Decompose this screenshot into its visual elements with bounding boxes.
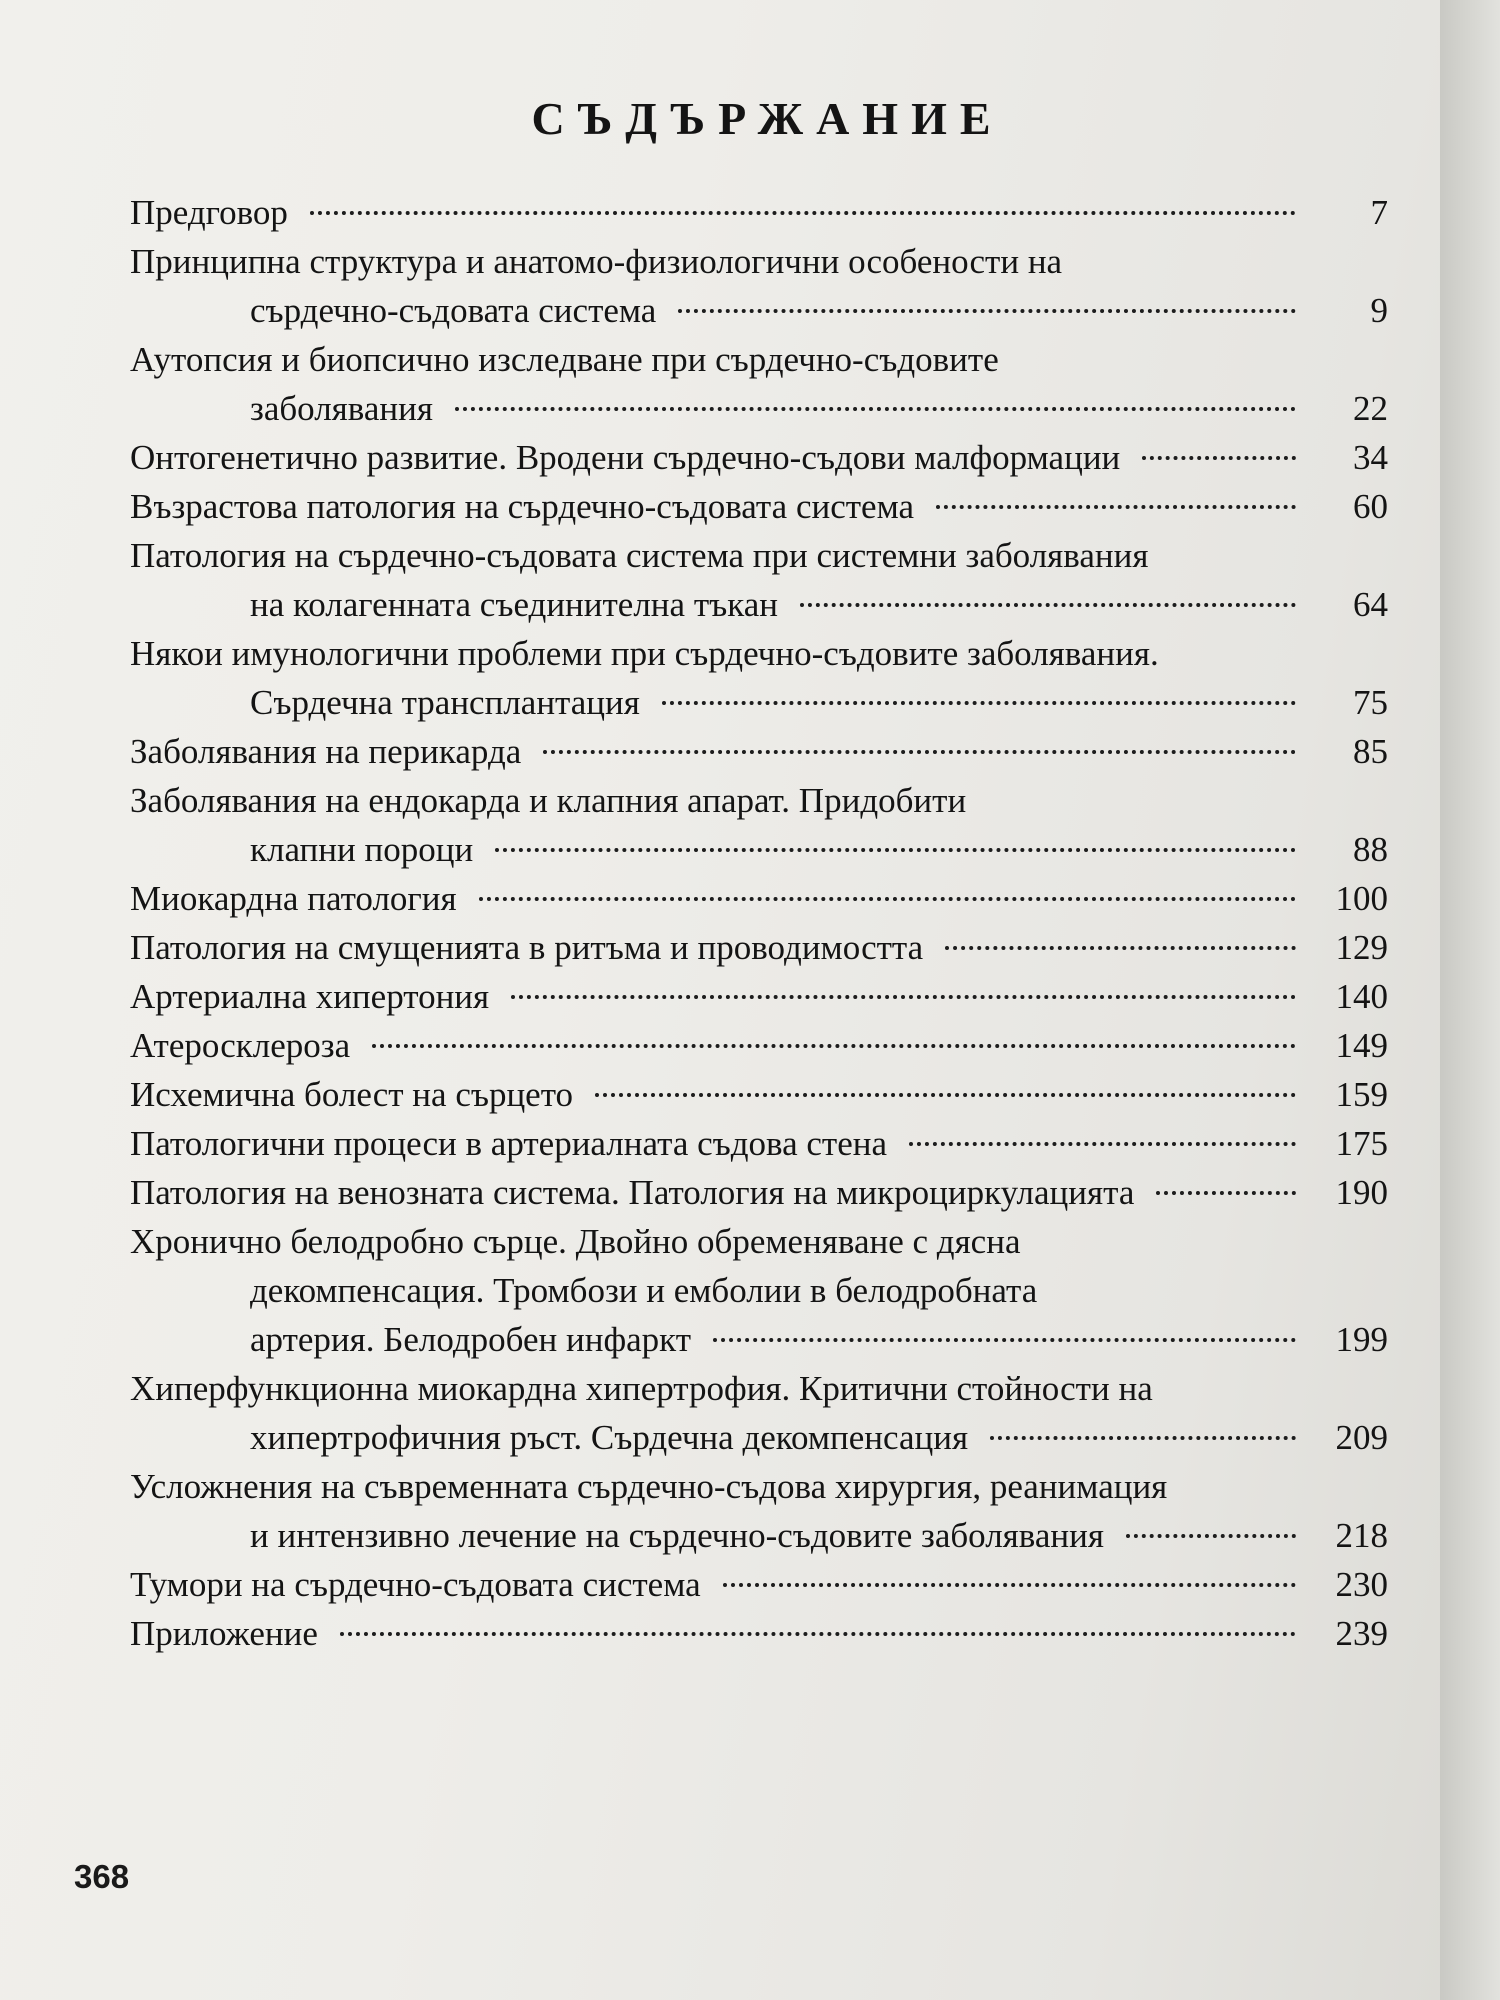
toc-entry-title-line: клапни пороци [250, 830, 474, 869]
toc-entry [130, 1560, 1388, 1609]
dot-leader [990, 1436, 1296, 1440]
toc-entry-title-line: заболявания [250, 389, 433, 428]
dot-leader [455, 407, 1296, 411]
toc-entry-row [130, 1168, 1388, 1217]
toc-entry-page: 218 [1335, 1516, 1388, 1555]
toc-entry-row [130, 1413, 1388, 1462]
toc-entry-title-line: Заболявания на ендокарда и клапния апарат. Придобити [130, 781, 967, 820]
toc-entry-title-line: Патологични процеси в артериалната съдова стена [130, 1124, 888, 1163]
toc-entry [130, 1462, 1388, 1560]
toc-entry-row [130, 1609, 1388, 1658]
page-edge [1440, 0, 1500, 2000]
toc-entry-title-line: артерия. Белодробен инфаркт [250, 1320, 692, 1359]
toc-entry-title-line: Миокардна патология [130, 879, 457, 918]
toc-entry-page: 75 [1353, 683, 1388, 722]
toc-entry-row [130, 482, 1388, 531]
toc-entry-row [130, 1119, 1388, 1168]
toc-entry [130, 237, 1388, 335]
toc-entry-page: 64 [1353, 585, 1388, 624]
toc-entry-title-line: хипертрофичния ръст. Сърдечна декомпенсация [250, 1418, 969, 1457]
toc-entry-title-line: Заболявания на перикарда [130, 732, 522, 771]
toc-entry-row [130, 188, 1388, 237]
toc-entry-row [130, 874, 1388, 923]
page-number: 368 [74, 1858, 130, 1895]
toc-entry-page: 100 [1335, 879, 1388, 918]
toc-entry-title-line: Приложение [130, 1614, 318, 1653]
toc-entry-page: 239 [1335, 1614, 1388, 1653]
toc-entry-page: 149 [1335, 1026, 1388, 1065]
toc-entry-title-line: Патология на смущенията в ритъма и проводимостта [130, 928, 924, 967]
toc-entry-page: 129 [1335, 928, 1388, 967]
toc-entry-page: 159 [1335, 1075, 1388, 1114]
toc-entry [130, 776, 1388, 874]
dot-leader [495, 848, 1296, 852]
toc-entry-title-line: Патология на венозната система. Патология на микроциркулацията [130, 1173, 1135, 1212]
toc-entry [130, 1070, 1388, 1119]
toc-entry-page: 88 [1353, 830, 1388, 869]
toc-entry-row [130, 972, 1388, 1021]
toc-entry-page: 9 [1370, 291, 1388, 330]
toc-entry [130, 1217, 1388, 1364]
toc-entry-row [130, 727, 1388, 776]
dot-leader [909, 1142, 1296, 1146]
toc-entry [130, 1609, 1388, 1658]
toc-entry-row [130, 923, 1388, 972]
toc-entry-title-line: Патология на сърдечно-съдовата система при системни заболявания [130, 536, 1149, 575]
toc-entry-page: 230 [1335, 1565, 1388, 1604]
dot-leader [1126, 1534, 1296, 1538]
toc-entry [130, 629, 1388, 727]
toc-entry-title-line: Някои имунологични проблеми при сърдечно-съдовите заболявания. [130, 634, 1159, 673]
toc-entry-title-line: Принципна структура и анатомо-физиологични особености на [130, 242, 1063, 281]
dot-leader [662, 701, 1296, 705]
table-of-contents [130, 188, 1388, 1658]
toc-entry-row [130, 825, 1388, 874]
toc-entry-page: 60 [1353, 487, 1388, 526]
toc-entry [130, 433, 1388, 482]
dot-leader [511, 995, 1296, 999]
page-title: СЪДЪРЖАНИЕ [531, 93, 1004, 144]
toc-entry-page: 209 [1335, 1418, 1388, 1457]
toc-entry [130, 1364, 1388, 1462]
dot-leader [340, 1632, 1296, 1636]
dot-leader [936, 505, 1296, 509]
toc-entry-row [130, 580, 1388, 629]
toc-entry-row [130, 433, 1388, 482]
toc-entry-title-line: сърдечно-съдовата система [250, 291, 657, 330]
dot-leader [479, 897, 1296, 901]
toc-entry-page: 199 [1335, 1320, 1388, 1359]
toc-entry-page: 190 [1335, 1173, 1388, 1212]
toc-entry [130, 335, 1388, 433]
toc-entry-title-line: декомпенсация. Тромбози и емболии в белодробната [250, 1271, 1038, 1310]
toc-entry-page: 85 [1353, 732, 1388, 771]
dot-leader [310, 211, 1296, 215]
dot-leader [543, 750, 1296, 754]
toc-entry [130, 188, 1388, 237]
toc-entry-page: 140 [1335, 977, 1388, 1016]
toc-entry [130, 972, 1388, 1021]
toc-entry-title-line: Артериална хипертония [130, 977, 490, 1016]
toc-entry-row [130, 384, 1388, 433]
dot-leader [678, 309, 1296, 313]
toc-entry-title-line: и интензивно лечение на сърдечно-съдовите заболявания [250, 1516, 1104, 1555]
toc-entry-page: 175 [1335, 1124, 1388, 1163]
toc-entry-row [130, 286, 1388, 335]
toc-entry-title-line: Аутопсия и биопсично изследване при сърдечно-съдовите [130, 340, 999, 379]
toc-entry [130, 874, 1388, 923]
toc-entry-page: 22 [1353, 389, 1388, 428]
dot-leader [945, 946, 1296, 950]
toc-entry-title-line: Предговор [130, 193, 288, 232]
toc-entry-title-line: Хиперфункционна миокардна хипертрофия. Критични стойности на [130, 1369, 1153, 1408]
dot-leader [1142, 456, 1296, 460]
toc-entry-row [130, 1070, 1388, 1119]
toc-entry-title-line: на колагенната съединителна тъкан [250, 585, 778, 624]
toc-entry-title-line: Усложнения на съвременната сърдечно-съдова хирургия, реанимация [130, 1467, 1168, 1506]
toc-entry-page: 7 [1370, 193, 1388, 232]
toc-entry-title-line: Тумори на сърдечно-съдовата система [130, 1565, 701, 1604]
toc-entry [130, 531, 1388, 629]
dot-leader [372, 1044, 1296, 1048]
toc-entry-title-line: Атеросклероза [130, 1026, 351, 1065]
toc-entry-title-line: Хронично белодробно сърце. Двойно обременяване с дясна [130, 1222, 1021, 1261]
dot-leader [713, 1338, 1296, 1342]
dot-leader [1156, 1191, 1296, 1195]
toc-entry [130, 482, 1388, 531]
toc-entry-page: 34 [1353, 438, 1388, 477]
toc-entry [130, 1021, 1388, 1070]
toc-entry [130, 727, 1388, 776]
toc-entry-row [130, 678, 1388, 727]
dot-leader [723, 1583, 1296, 1587]
toc-entry-row [130, 1021, 1388, 1070]
toc-entry-title-line: Исхемична болест на сърцето [130, 1075, 574, 1114]
toc-entry-title-line: Сърдечна трансплантация [250, 683, 640, 722]
toc-entry [130, 1168, 1388, 1217]
toc-entry-title-line: Онтогенетично развитие. Вродени сърдечно-съдови малформации [130, 438, 1121, 477]
toc-entry [130, 923, 1388, 972]
toc-entry-title-line: Възрастова патология на сърдечно-съдовата система [130, 487, 915, 526]
dot-leader [800, 603, 1296, 607]
toc-entry [130, 1119, 1388, 1168]
toc-entry-row [130, 1315, 1388, 1364]
toc-entry-row [130, 1560, 1388, 1609]
toc-entry-row [130, 1511, 1388, 1560]
dot-leader [595, 1093, 1296, 1097]
